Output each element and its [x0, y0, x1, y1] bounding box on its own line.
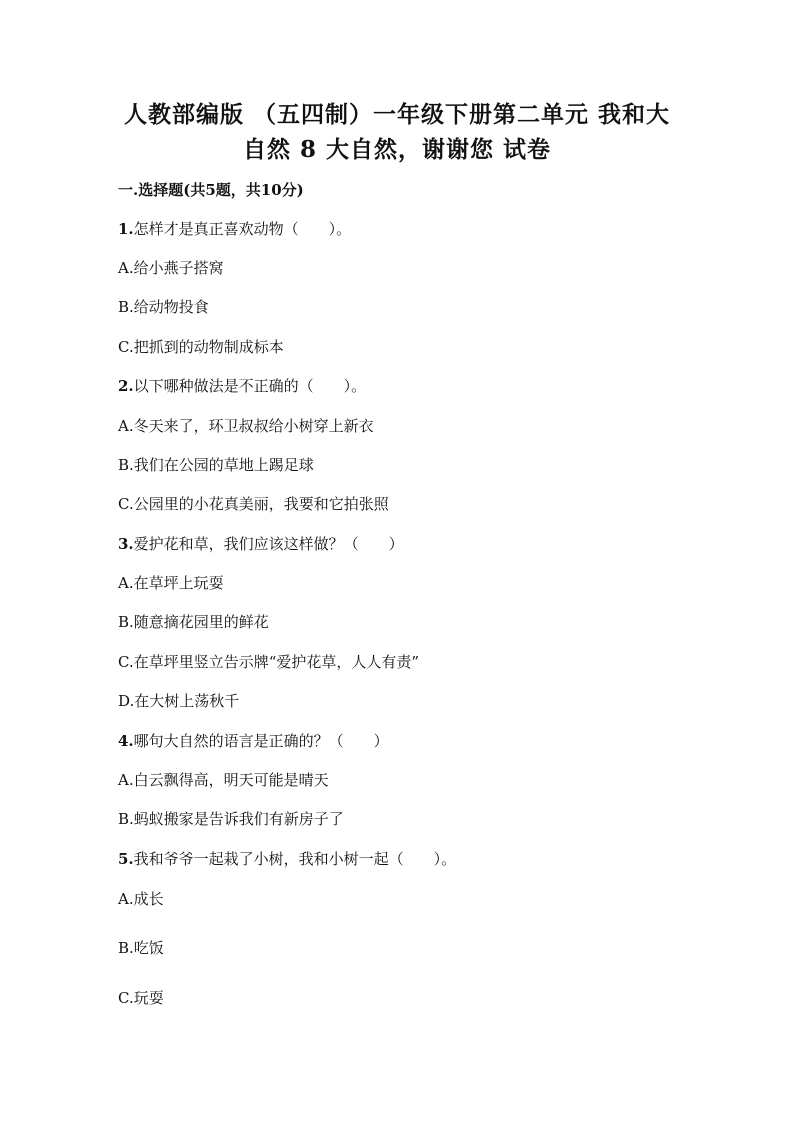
question-2-option-a: A.冬天来了，环卫叔叔给小树穿上新衣 — [118, 417, 374, 435]
question-4 — [118, 730, 389, 751]
question-5-text: 我和爷爷一起栽了小树，我和小树一起（ ）。 — [133, 850, 457, 868]
question-1-number: 1. — [118, 220, 134, 238]
exam-title-line-1: 人教部编版 （五四制）一年级下册第二单元 我和大 — [123, 101, 670, 128]
question-3-number: 3. — [118, 535, 134, 553]
question-1 — [118, 218, 351, 239]
question-1-option-a: A.给小燕子搭窝 — [118, 259, 224, 277]
question-3-text: 爱护花和草，我们应该这样做？（ ） — [133, 535, 404, 553]
question-3-option-c: C.在草坪里竖立告示牌“爱护花草，人人有责” — [118, 653, 420, 671]
question-2-option-b: B.我们在公园的草地上踢足球 — [118, 456, 314, 474]
question-5-option-c: C.玩耍 — [118, 989, 164, 1007]
question-3-option-b: B.随意摘花园里的鲜花 — [118, 613, 269, 631]
question-5-option-b: B.吃饭 — [118, 939, 164, 957]
question-3 — [118, 533, 404, 554]
question-2-text: 以下哪种做法是不正确的（ ）。 — [133, 377, 367, 395]
section-heading: 一.选择题(共5题，共10分) — [118, 181, 304, 199]
question-1-option-c: C.把抓到的动物制成标本 — [118, 338, 284, 356]
question-4-text: 哪句大自然的语言是正确的？（ ） — [133, 732, 389, 750]
question-3-option-a: A.在草坪上玩耍 — [118, 574, 224, 592]
exam-title-line-2: 自然 8 大自然，谢谢您 试卷 — [242, 136, 552, 163]
question-2-option-c: C.公园里的小花真美丽，我要和它拍张照 — [118, 495, 389, 513]
question-1-text: 怎样才是真正喜欢动物（ ）。 — [133, 220, 352, 238]
question-5 — [118, 848, 456, 869]
question-2 — [118, 375, 366, 396]
question-4-option-a: A.白云飘得高，明天可能是晴天 — [118, 771, 329, 789]
question-4-option-b: B.蚂蚁搬家是告诉我们有新房子了 — [118, 810, 344, 828]
question-5-number: 5. — [118, 850, 134, 868]
question-1-option-b: B.给动物投食 — [118, 298, 209, 316]
question-3-option-d: D.在大树上荡秋千 — [118, 692, 240, 710]
question-5-option-a: A.成长 — [118, 890, 164, 908]
question-2-number: 2. — [118, 377, 134, 395]
question-4-number: 4. — [118, 732, 134, 750]
